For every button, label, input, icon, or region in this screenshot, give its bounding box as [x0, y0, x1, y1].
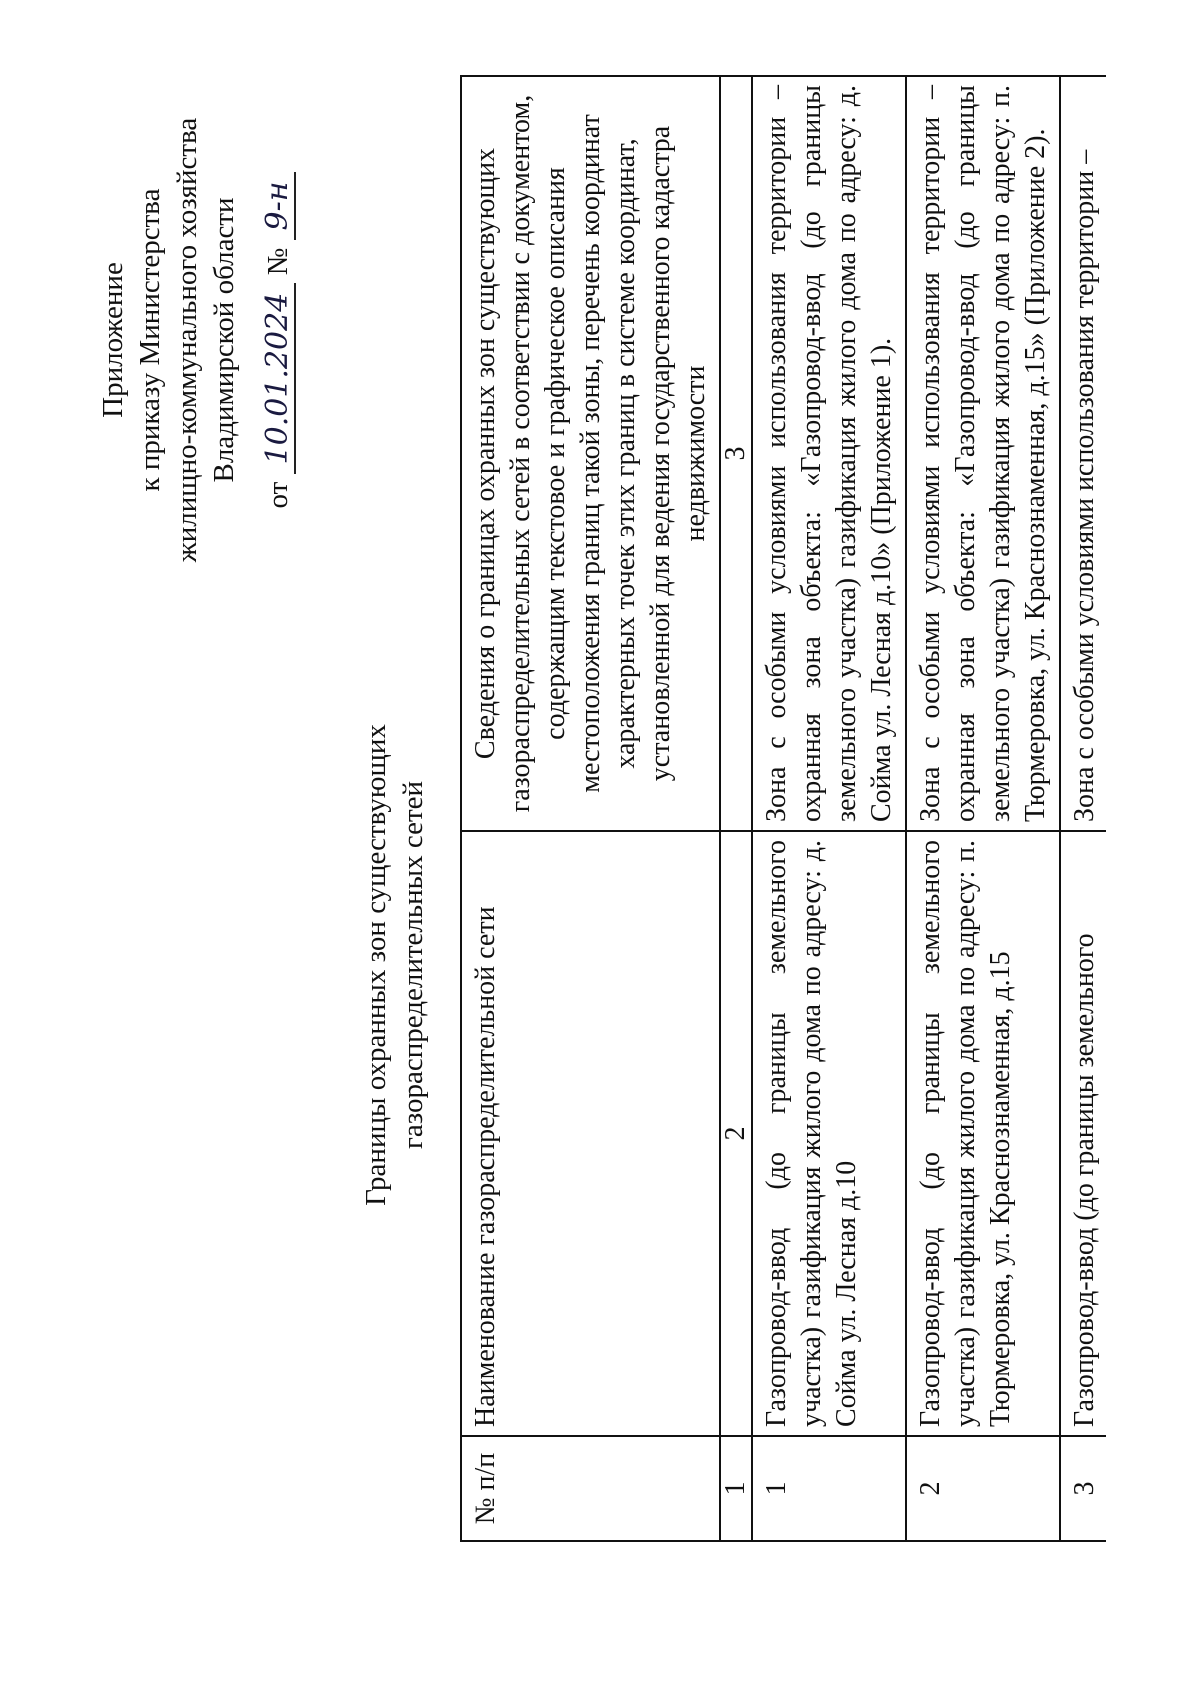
number-prefix: № — [262, 247, 294, 276]
zone-info: Зона с особыми условиями использования территории – — [1060, 76, 1106, 831]
column-number-row — [720, 76, 752, 1541]
table-row — [1060, 76, 1106, 1541]
column-number: 3 — [720, 76, 752, 831]
network-name: Газопровод-ввод (до границы земельного участка) газификация жилого дома по адресу: п. Тюрмеровка, ул. Краснознаменная, д.15 — [906, 831, 1060, 1436]
row-number: 2 — [906, 1436, 1060, 1541]
handwritten-number: 9-н — [262, 172, 296, 241]
zone-info: Зона с особыми условиями использования территории – охранная зона объекта: «Газопровод-ввод (до границы земельного участка) газификация жилого дома по адресу: п. Тюрмеровка, ул. Краснознаменная, д.15» (Приложение 2). — [906, 76, 1060, 831]
protection-zones-table — [460, 75, 1106, 1542]
header-line: к приказу Министерства — [134, 188, 166, 492]
header-number: № п/п — [461, 1436, 720, 1541]
appendix-header — [95, 90, 243, 590]
header-line: Приложение — [97, 262, 129, 418]
network-name: Газопровод-ввод (до границы земельного участка) газификация жилого дома по адресу: д. Сойма ул. Лесная д.10 — [752, 831, 906, 1436]
title-line: газораспределительных сетей — [397, 780, 429, 1150]
table-header-row — [461, 76, 720, 1541]
order-date-number — [262, 90, 296, 590]
header-zone-info: Сведения о границах охранных зон существующих газораспределительных сетей в соответствии с документом, содержащим текстовое и графическое описания местоположения границ такой зоны, перечень координат характерных точек этих границ в системе координат, установленной для ведения государственного кадастра недвижимости — [461, 76, 720, 831]
header-network-name: Наименование газораспределительной сети — [461, 831, 720, 1436]
document-title — [358, 605, 432, 1325]
table-row — [752, 76, 906, 1541]
table-row — [906, 76, 1060, 1541]
date-prefix: от — [262, 481, 294, 509]
handwritten-date: 10.01.2024 — [262, 283, 296, 475]
row-number: 3 — [1060, 1436, 1106, 1541]
network-name: Газопровод-ввод (до границы земельного — [1060, 831, 1106, 1436]
header-line: жилищно-коммунального хозяйства — [171, 117, 203, 563]
row-number: 1 — [752, 1436, 906, 1541]
title-line: Границы охранных зон существующих — [360, 724, 392, 1206]
column-number: 1 — [720, 1436, 752, 1541]
zone-info: Зона с особыми условиями использования территории – охранная зона объекта: «Газопровод-ввод (до границы земельного участка) газификация жилого дома по адресу: д. Сойма ул. Лесная д.10» (Приложение 1). — [752, 76, 906, 831]
header-line: Владимирской области — [208, 197, 240, 483]
column-number: 2 — [720, 831, 752, 1436]
